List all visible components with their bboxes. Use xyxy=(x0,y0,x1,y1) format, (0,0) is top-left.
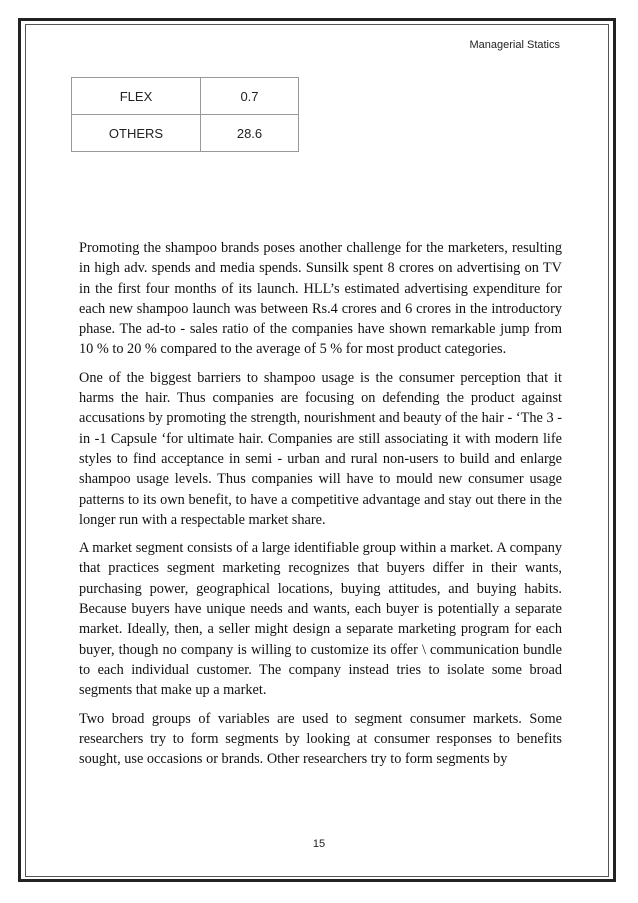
paragraph-segment-variables: Two broad groups of variables are used to segment consumer markets. Some researchers try to form segments by looking at consumer responses to benefits sought, use occasions or brands. Other researchers try to form segments by xyxy=(79,710,562,768)
market-share-table xyxy=(71,77,299,152)
page-number: 15 xyxy=(312,838,326,850)
paragraph-advertising: Promoting the shampoo brands poses another challenge for the marketers, resulting in high adv. spends and media spends. Sunsilk spent 8 crores on advertising on TV in the first four months of its launch. HLL’s estimated advertising expenditure for each new shampoo launch was between Rs.4 crores and 6 crores in the introductory phase. The ad-to - sales ratio of the companies have shown remarkable jump from 10 % to 20 % compared to the average of 5 % for most product categories. xyxy=(79,240,562,358)
table-cell-value: 0.7 xyxy=(201,78,299,115)
header-title: Managerial Statics xyxy=(469,39,560,51)
paragraph-market-segment: A market segment consists of a large identifiable group within a market. A company that practices segment marketing recognizes that buyers differ in their wants, purchasing power, geographical locations, buying attitudes, and buying habits. Because buyers have unique needs and wants, each buyer is potentially a separate market. Ideally, then, a seller might design a separate marketing program for each buyer, though no company is willing to customize its offer \ communication bundle to each individual customer. The company instead tries to isolate some broad segments that make up a market. xyxy=(79,540,562,699)
table-cell-value: 28.6 xyxy=(201,115,299,152)
table-row xyxy=(72,115,299,152)
table-cell-label: OTHERS xyxy=(72,115,201,152)
table-cell-label: FLEX xyxy=(72,78,201,115)
body-text xyxy=(79,238,562,777)
table-row xyxy=(72,78,299,115)
paragraph-barriers: One of the biggest barriers to shampoo usage is the consumer perception that it harms the hair. Thus companies are focusing on defending the product against accusations by promoting the strength, nourishment and beauty of the hair - ‘The 3 - in -1 Capsule ‘for ultimate hair. Companies are still associating it with modern life styles to find acceptance in semi - urban and rural non-users to build and enlarge shampoo usage levels. Thus companies will have to mould new consumer usage patterns to its own benefit, to have a competitive advantage and stay out there in the longer run with a respectable market share. xyxy=(79,369,562,528)
